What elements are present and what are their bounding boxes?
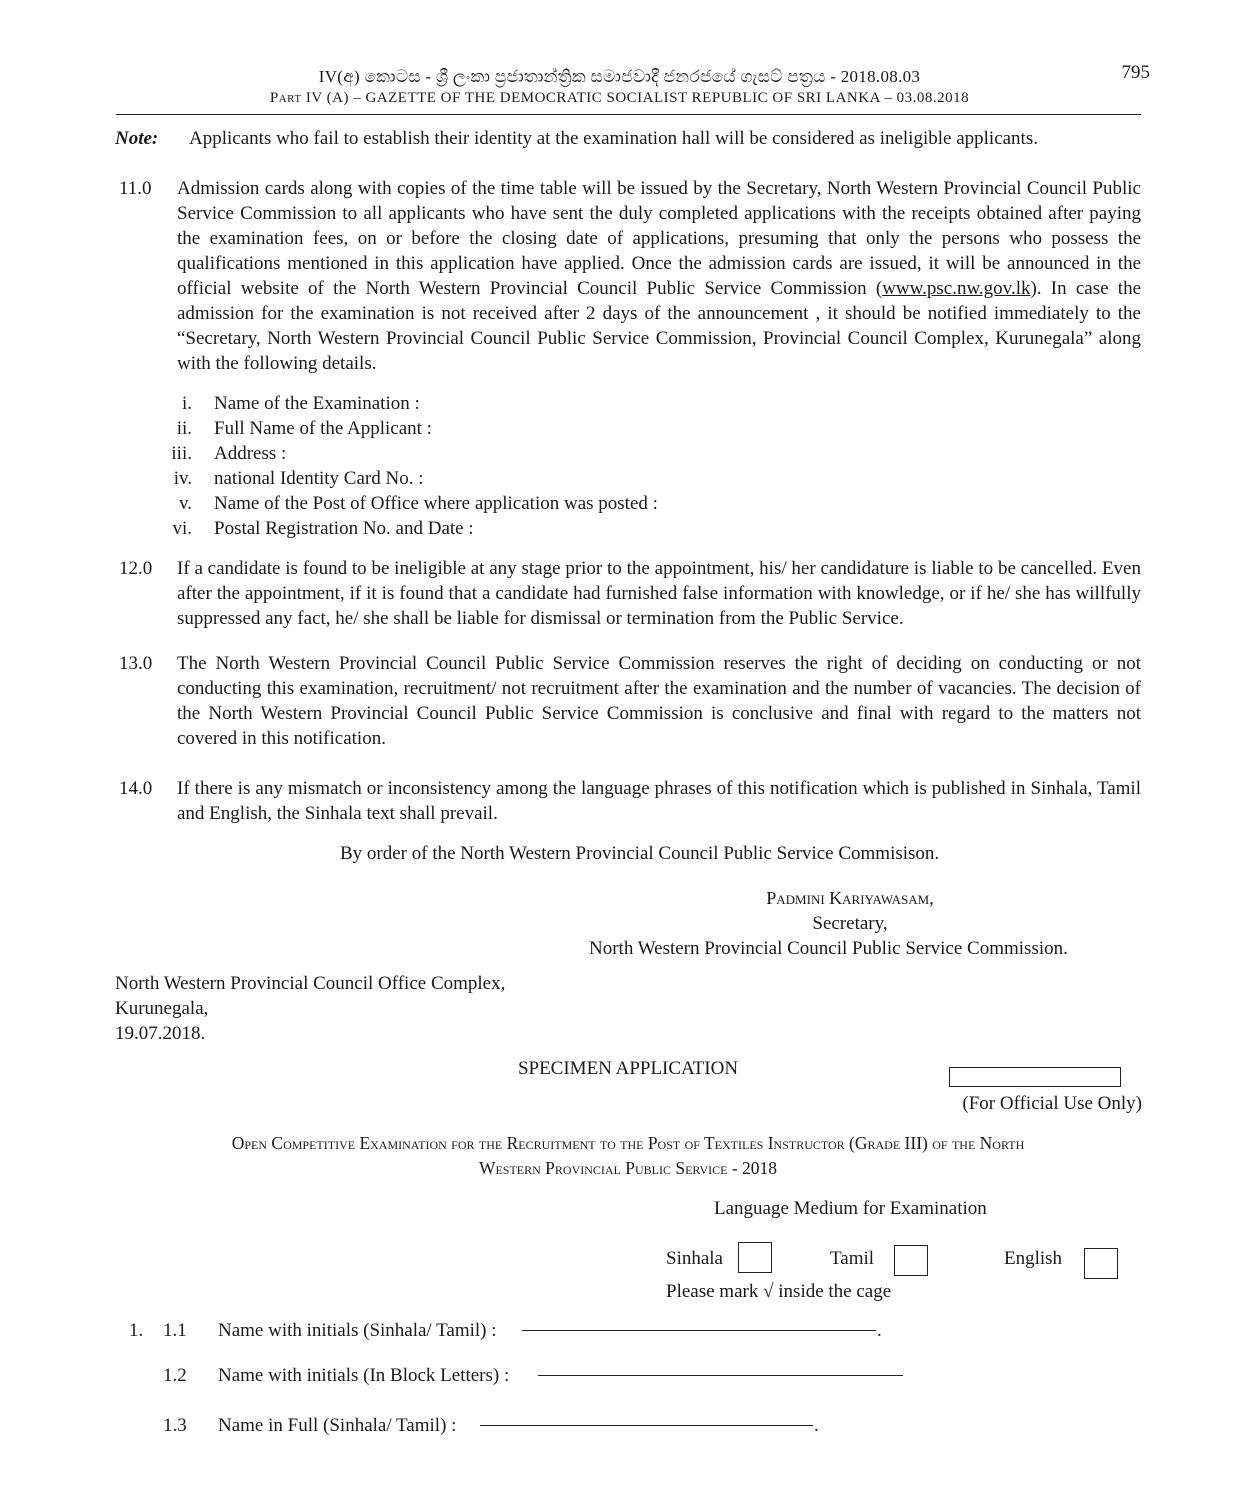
list-item-text: Name of the Examination :: [214, 393, 420, 414]
field-end-mark: .: [814, 1415, 819, 1436]
exam-title-line-2: Western Provincial Public Service - 2018: [478, 1158, 778, 1178]
address-line-2: Kurunegala,: [115, 998, 209, 1019]
section-14-text: If there is any mismatch or inconsistency among the language phrases of this notification which is published in Sinhala, Tamil and English, the Sinhala text shall prevail.: [177, 778, 1141, 824]
official-use-box[interactable]: [949, 1067, 1121, 1087]
list-item: [115, 491, 1015, 516]
section-number: 12.0: [119, 558, 153, 579]
list-item: [115, 466, 1015, 491]
list-item-number: ii.: [176, 418, 192, 439]
mark-instruction-text: Please mark: [666, 1281, 759, 1302]
exam-title-line-1: Open Competitive Examination for the Recruitment to the Post of Textiles Instructor (Grade III) of the North: [231, 1133, 1025, 1153]
list-item-number: iii.: [171, 443, 192, 464]
address-line-1: North Western Provincial Council Office Complex,: [115, 973, 506, 994]
form-section-number: 1.: [129, 1320, 144, 1341]
list-item-text: Postal Registration No. and Date :: [214, 518, 474, 539]
section-number: 11.0: [119, 178, 152, 199]
signatory-title: Secretary,: [812, 913, 888, 934]
signatory-organization: North Western Provincial Council Public Service Commission.: [589, 938, 1068, 959]
list-item-text: Name of the Post of Office where application was posted :: [214, 493, 658, 514]
order-line: By order of the North Western Provincial Council Public Service Commisison.: [340, 843, 940, 864]
list-item: [115, 416, 1015, 441]
section-12-text: If a candidate is found to be ineligible at any stage prior to the appointment, his/ her candidature is liable to be cancelled. Even after the appointment, if it is found that a candidate had furnished false information with knowledge, or if he/ she has willfully suppressed any fact, he/ she shall be liable for dismissal or termination from the Public Service.: [177, 558, 1141, 629]
header-part-rest: IV (A) – GAZETTE OF THE DEMOCRATIC SOCIALIST REPUBLIC OF SRI LANKA – 03.08.2018: [305, 90, 970, 106]
section-number: 14.0: [119, 778, 153, 799]
gazette-header-sinhala: IV(අ) කොටස - ශ්‍රී ලංකා ප්‍රජාතාන්ත්‍රික සමාජවාදී ජනරජයේ ගැසට් පත්‍රය - 2018.08.03: [318, 67, 921, 86]
list-item: [115, 441, 1015, 466]
exam-title: [100, 1131, 1156, 1181]
mark-instruction-text-end: inside the cage: [778, 1281, 892, 1302]
list-item-text: national Identity Card No. :: [214, 468, 424, 489]
checkmark-icon: √: [763, 1281, 774, 1302]
field-label-name-initials-sinhala: Name with initials (Sinhala/ Tamil) :: [218, 1320, 497, 1341]
tamil-checkbox[interactable]: [894, 1245, 928, 1276]
list-item-text: Address :: [214, 443, 287, 464]
section-11: [115, 176, 1141, 376]
section-number: 13.0: [119, 653, 153, 674]
gazette-header-english: [0, 86, 1239, 111]
field-label-name-full-sinhala: Name in Full (Sinhala/ Tamil) :: [218, 1415, 457, 1436]
list-item: [115, 391, 1015, 416]
header-part-word: Part: [269, 90, 302, 106]
mark-instruction: [666, 1279, 891, 1304]
signatory-name: Padmini Kariyawasam,: [766, 888, 934, 908]
language-medium-heading: Language Medium for Examination: [714, 1198, 987, 1219]
language-option-tamil-label: Tamil: [830, 1248, 875, 1269]
list-item-number: i.: [181, 393, 192, 414]
section-13: [115, 651, 1141, 751]
name-initials-block-input[interactable]: [538, 1375, 903, 1376]
list-item: [115, 516, 1015, 541]
section-13-text: The North Western Provincial Council Public Service Commission reserves the right of deciding on conducting or not conducting this examination, recruitment/ not recruitment after the examination and the number of vacancies. The decision of the North Western Provincial Council Public Service Commission is conclusive and final with regard to the matters not covered in this notification.: [177, 653, 1141, 749]
specimen-title: SPECIMEN APPLICATION: [517, 1058, 739, 1079]
field-number: 1.3: [163, 1415, 187, 1436]
field-number: 1.1: [163, 1320, 187, 1341]
note-label: Note:: [115, 128, 159, 149]
address-date: 19.07.2018.: [115, 1023, 206, 1044]
header-divider: [116, 114, 1141, 115]
field-end-mark: .: [877, 1320, 882, 1341]
language-option-sinhala-label: Sinhala: [666, 1248, 723, 1269]
list-item-number: iv.: [173, 468, 192, 489]
note-paragraph: [115, 126, 1145, 151]
page-number: 795: [1121, 62, 1150, 83]
list-item-number: v.: [178, 493, 192, 514]
list-item-text: Full Name of the Applicant :: [214, 418, 432, 439]
section-11-text-part2: ). In case the admission for the examination is not received after 2 days of the announcement , it should be notified immediately to the “Secretary, North Western Provincial Council Public Service Commission, Provincial Council Complex, Kurunegala” along with the following details.: [177, 278, 1142, 374]
section-14: [115, 776, 1141, 826]
sinhala-checkbox[interactable]: [738, 1242, 772, 1273]
language-option-english-label: English: [1004, 1248, 1063, 1269]
note-text: Applicants who fail to establish their identity at the examination hall will be considered as ineligible applicants.: [189, 128, 1038, 149]
field-number: 1.2: [163, 1365, 187, 1386]
list-item-number: vi.: [172, 518, 192, 539]
section-12: [115, 556, 1141, 631]
name-initials-sinhala-input[interactable]: [522, 1330, 876, 1331]
psc-website-link[interactable]: www.psc.nw.gov.lk: [882, 278, 1031, 299]
field-label-name-initials-block: Name with initials (In Block Letters) :: [218, 1365, 510, 1386]
name-full-sinhala-input[interactable]: [480, 1425, 813, 1426]
official-use-label: (For Official Use Only): [962, 1093, 1142, 1114]
section-11-text-part1: Admission cards along with copies of the time table will be issued by the Secretary, North Western Provincial Council Public Service Commission to all applicants who have sent the duly completed applications with the receipts obtained after paying the examination fees, on or before the closing date of applications, presuming that only the persons who possess the qualifications mentioned in this application have applied. Once the admission cards are issued, it will be announced in the official website of the North Western Provincial Council Public Service Commission (: [177, 178, 1141, 299]
english-checkbox[interactable]: [1084, 1248, 1118, 1279]
section-11-text: [177, 176, 1141, 376]
